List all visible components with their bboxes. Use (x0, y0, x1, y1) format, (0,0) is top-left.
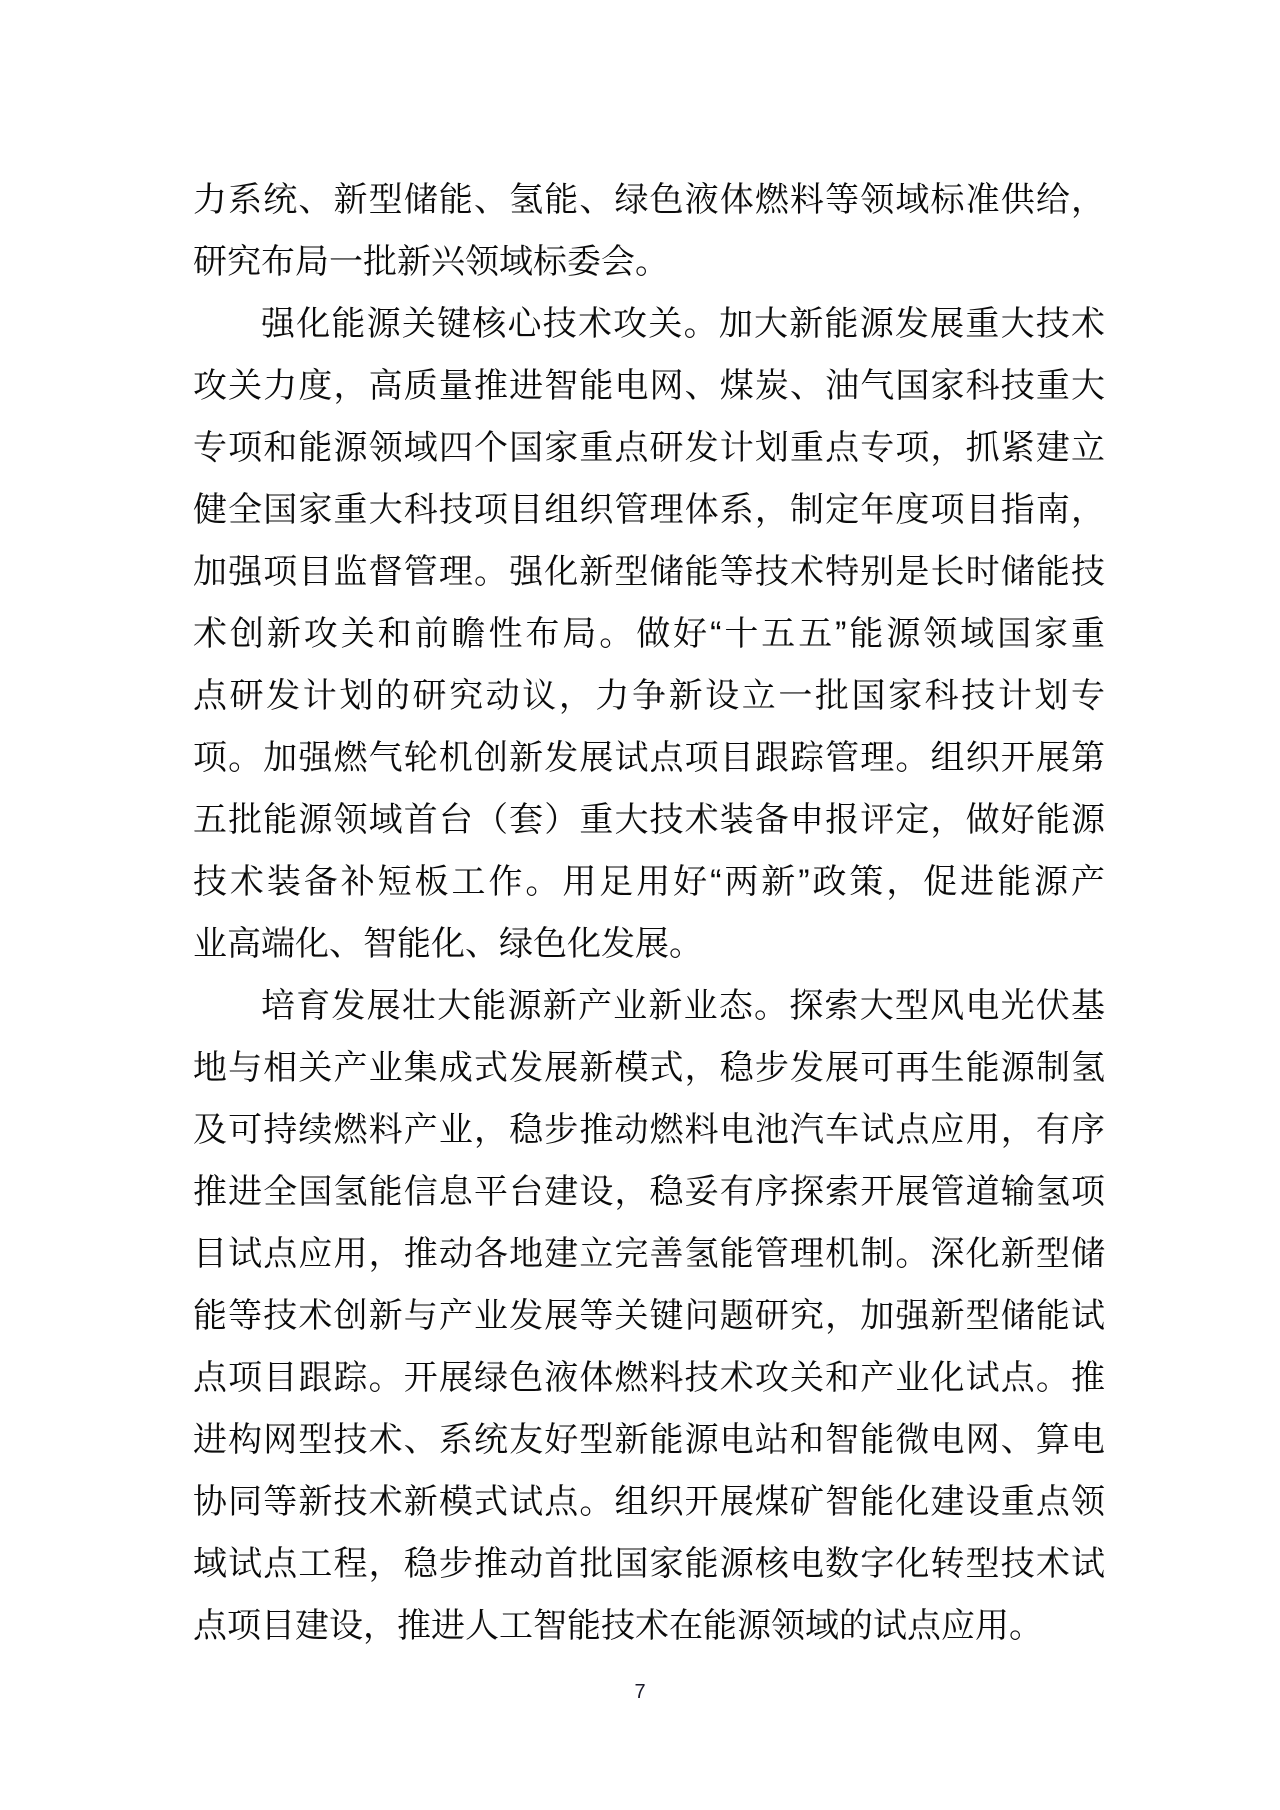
text-line: 攻关力度，高质量推进智能电网、煤炭、油气国家科技重大 (193, 367, 1105, 405)
text-line: 术创新攻关和前瞻性布局。做好“十五五”能源领域国家重 (193, 615, 1105, 653)
text-line: 推进全国氢能信息平台建设，稳妥有序探索开展管道输氢项 (193, 1173, 1105, 1211)
text-line: 技术装备补短板工作。用足用好“两新”政策，促进能源产 (193, 863, 1105, 901)
text-line: 加强项目监督管理。强化新型储能等技术特别是长时储能技 (193, 553, 1105, 591)
text-line: 健全国家重大科技项目组织管理体系，制定年度项目指南， (193, 491, 1105, 529)
text-line: 研究布局一批新兴领域标委会。 (193, 243, 669, 281)
text-line: 项。加强燃气轮机创新发展试点项目跟踪管理。组织开展第 (193, 739, 1105, 777)
text-line: 专项和能源领域四个国家重点研发计划重点专项，抓紧建立 (193, 429, 1105, 467)
text-line: 力系统、新型储能、氢能、绿色液体燃料等领域标准供给， (193, 181, 1105, 219)
text-line: 点项目建设，推进人工智能技术在能源领域的试点应用。 (193, 1607, 1043, 1645)
text-line: 能等技术创新与产业发展等关键问题研究，加强新型储能试 (193, 1297, 1105, 1335)
text-line: 进构网型技术、系统友好型新能源电站和智能微电网、算电 (193, 1421, 1105, 1459)
text-line: 协同等新技术新模式试点。组织开展煤矿智能化建设重点领 (193, 1483, 1105, 1521)
text-line: 点项目跟踪。开展绿色液体燃料技术攻关和产业化试点。推 (193, 1359, 1105, 1397)
page-number: 7 (634, 1681, 646, 1703)
text-line: 目试点应用，推动各地建立完善氢能管理机制。深化新型储 (193, 1235, 1105, 1273)
text-line: 及可持续燃料产业，稳步推动燃料电池汽车试点应用，有序 (193, 1111, 1105, 1149)
text-line: 强化能源关键核心技术攻关。加大新能源发展重大技术 (261, 305, 1105, 343)
text-line: 五批能源领域首台（套）重大技术装备申报评定，做好能源 (193, 801, 1105, 839)
text-line: 业高端化、智能化、绿色化发展。 (193, 925, 703, 963)
document-body (193, 169, 1105, 1657)
text-line: 域试点工程，稳步推动首批国家能源核电数字化转型技术试 (193, 1545, 1105, 1583)
page-footer (0, 1680, 1280, 1704)
text-line: 地与相关产业集成式发展新模式，稳步发展可再生能源制氢 (193, 1049, 1105, 1087)
text-line: 点研发计划的研究动议，力争新设立一批国家科技计划专 (193, 677, 1105, 715)
text-line: 培育发展壮大能源新产业新业态。探索大型风电光伏基 (261, 987, 1105, 1025)
